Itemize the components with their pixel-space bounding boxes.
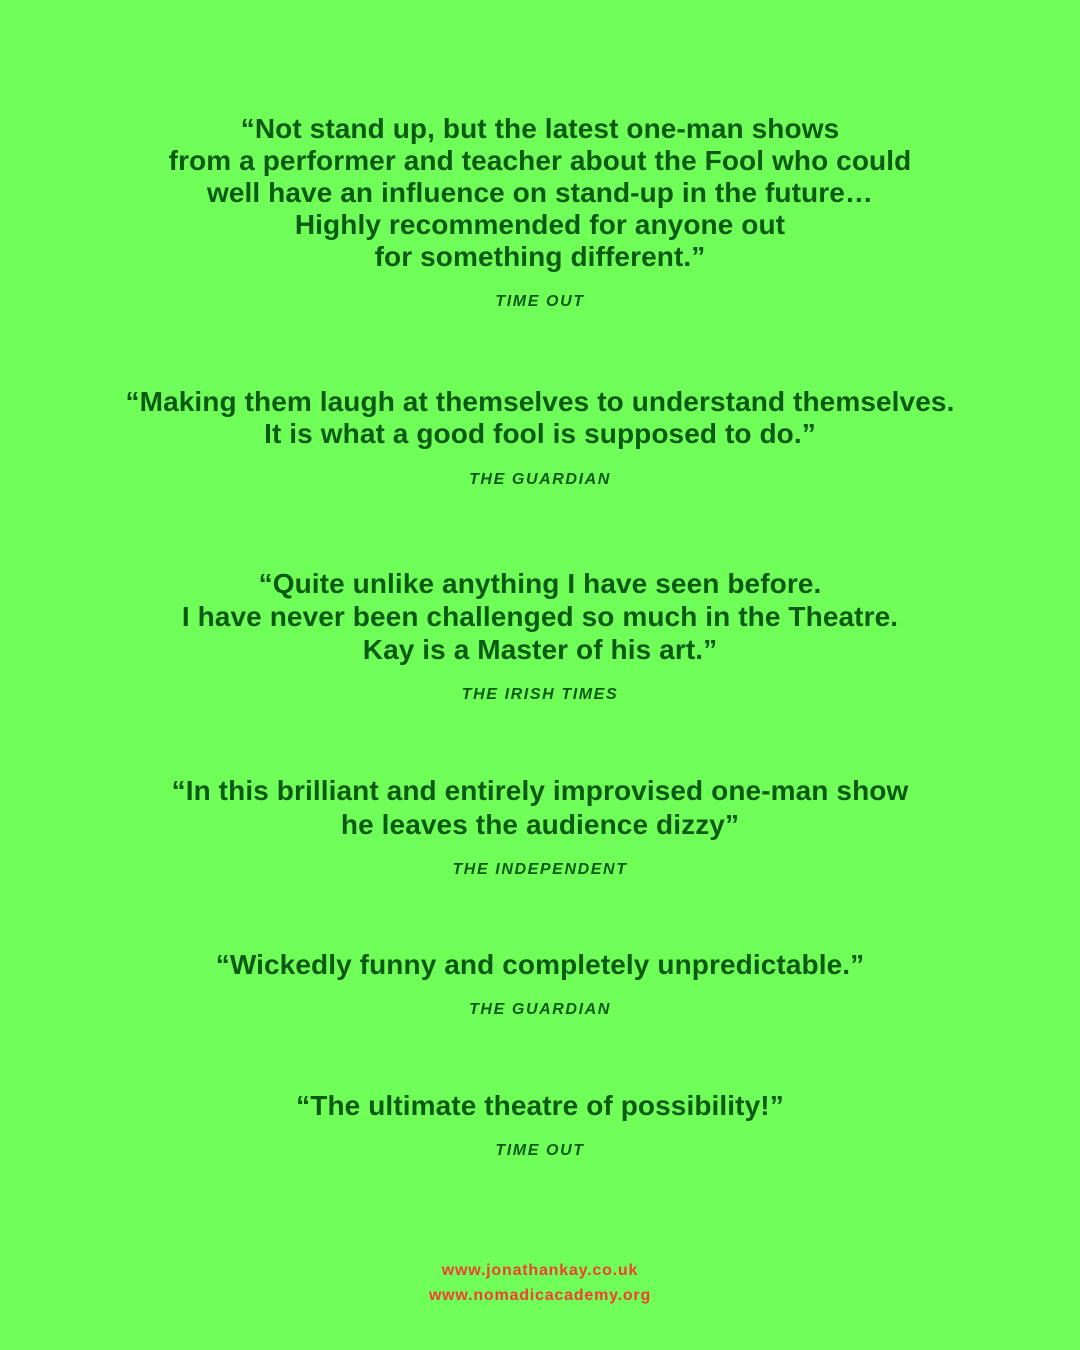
- quote-line: “Not stand up, but the latest one-man shows: [240, 113, 840, 144]
- quote-line: “Quite unlike anything I have seen before.: [258, 568, 822, 599]
- quote-block-time-out: [0, 113, 1080, 311]
- quote-text: [0, 567, 1080, 666]
- quote-source: THE IRISH TIMES: [461, 686, 619, 703]
- quote-block-guardian: [0, 386, 1080, 489]
- quote-text: [0, 386, 1080, 450]
- quote-source: THE GUARDIAN: [469, 1001, 611, 1018]
- quote-text: [0, 1090, 1080, 1122]
- quote-source: TIME OUT: [495, 293, 585, 310]
- quote-line: “In this brilliant and entirely improvised one-man show: [171, 775, 909, 806]
- quote-line: “The ultimate theatre of possibility!”: [296, 1090, 784, 1121]
- quote-line: Highly recommended for anyone out: [294, 209, 786, 240]
- quote-source: THE INDEPENDENT: [452, 861, 628, 878]
- quote-block-irish-times: [0, 567, 1080, 704]
- website-links: [0, 1258, 1080, 1308]
- quote-block-guardian-2: [0, 949, 1080, 1019]
- quote-line: It is what a good fool is supposed to do.”: [264, 418, 816, 449]
- quote-line: from a performer and teacher about the Fool who could: [168, 145, 912, 176]
- quote-line: well have an influence on stand-up in the future…: [206, 177, 874, 208]
- link-jonathankay[interactable]: www.jonathankay.co.uk: [441, 1262, 639, 1279]
- quote-source: THE GUARDIAN: [469, 471, 611, 488]
- quote-block-independent: [0, 774, 1080, 879]
- quote-block-time-out-2: [0, 1090, 1080, 1160]
- quote-source: TIME OUT: [495, 1142, 585, 1159]
- link-nomadicacademy[interactable]: www.nomadicacademy.org: [428, 1287, 652, 1304]
- quote-text: [0, 774, 1080, 842]
- quote-text: [0, 113, 1080, 273]
- quote-line: he leaves the audience dizzy”: [340, 809, 740, 840]
- quote-line: “Wickedly funny and completely unpredictable.”: [215, 949, 865, 980]
- quote-line: for something different.”: [374, 241, 706, 272]
- quote-line: Kay is a Master of his art.”: [362, 634, 718, 665]
- quote-text: [0, 949, 1080, 981]
- quote-line: “Making them laugh at themselves to understand themselves.: [125, 386, 955, 417]
- quote-line: I have never been challenged so much in the Theatre.: [181, 601, 899, 632]
